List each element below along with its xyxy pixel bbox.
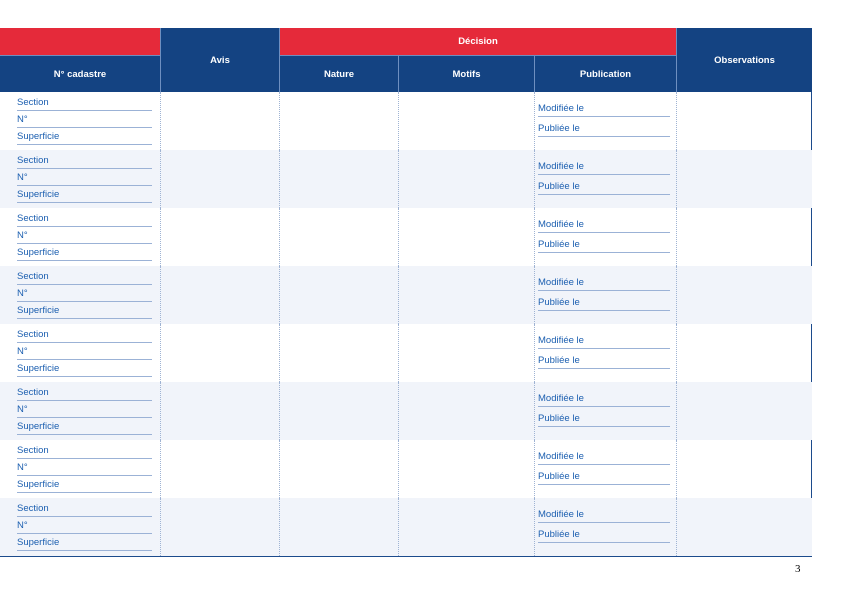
avis-cell[interactable] (160, 440, 279, 498)
section-field-label: Section (17, 213, 49, 224)
superficie-field-label: Superficie (17, 537, 60, 548)
published-date-field-label: Publiée le (538, 413, 580, 424)
superficie-field[interactable] (17, 131, 152, 145)
avis-cell[interactable] (160, 150, 279, 208)
section-field-label: Section (17, 387, 49, 398)
observations-cell[interactable] (676, 150, 812, 208)
modified-date-field-label: Modifiée le (538, 161, 584, 172)
decision-table (0, 28, 812, 557)
section-field-label: Section (17, 155, 49, 166)
publication-cell (534, 266, 676, 324)
publication-cell (534, 92, 676, 150)
number-field-label: N° (17, 404, 28, 415)
published-date-field[interactable] (538, 123, 670, 137)
superficie-field-label: Superficie (17, 479, 60, 490)
motifs-cell[interactable] (398, 266, 534, 324)
published-date-field[interactable] (538, 181, 670, 195)
published-date-field[interactable] (538, 297, 670, 311)
published-date-field[interactable] (538, 471, 670, 485)
publication-cell (534, 382, 676, 440)
header-red-band (0, 28, 160, 55)
modified-date-field-label: Modifiée le (538, 277, 584, 288)
number-field[interactable] (17, 288, 152, 302)
header-nature: Nature (279, 55, 398, 92)
modified-date-field-label: Modifiée le (538, 103, 584, 114)
published-date-field-label: Publiée le (538, 471, 580, 482)
section-field[interactable] (17, 387, 152, 401)
avis-cell[interactable] (160, 382, 279, 440)
nature-cell[interactable] (279, 498, 398, 556)
motifs-cell[interactable] (398, 324, 534, 382)
modified-date-field[interactable] (538, 103, 670, 117)
number-field-label: N° (17, 230, 28, 241)
modified-date-field[interactable] (538, 393, 670, 407)
section-field-label: Section (17, 271, 49, 282)
published-date-field-label: Publiée le (538, 529, 580, 540)
publication-cell (534, 324, 676, 382)
nature-cell[interactable] (279, 440, 398, 498)
section-field[interactable] (17, 503, 152, 517)
header-motifs: Motifs (398, 55, 534, 92)
header-avis: Avis (160, 28, 279, 92)
published-date-field-label: Publiée le (538, 355, 580, 366)
number-field-label: N° (17, 462, 28, 473)
number-field-label: N° (17, 114, 28, 125)
cadastre-cell (0, 92, 160, 150)
cadastre-cell (0, 382, 160, 440)
nature-cell[interactable] (279, 92, 398, 150)
number-field[interactable] (17, 462, 152, 476)
motifs-cell[interactable] (398, 92, 534, 150)
motifs-cell[interactable] (398, 440, 534, 498)
motifs-cell[interactable] (398, 498, 534, 556)
section-field-label: Section (17, 97, 49, 108)
modified-date-field[interactable] (538, 509, 670, 523)
header-observations: Observations (676, 28, 812, 92)
superficie-field-label: Superficie (17, 363, 60, 374)
section-field-label: Section (17, 445, 49, 456)
observations-cell[interactable] (676, 92, 812, 150)
header-cadastre: N° cadastre (0, 55, 160, 92)
superficie-field-label: Superficie (17, 247, 60, 258)
number-field[interactable] (17, 346, 152, 360)
modified-date-field[interactable] (538, 451, 670, 465)
avis-cell[interactable] (160, 498, 279, 556)
section-field[interactable] (17, 271, 152, 285)
published-date-field-label: Publiée le (538, 297, 580, 308)
avis-cell[interactable] (160, 324, 279, 382)
cadastre-cell (0, 266, 160, 324)
header-decision: Décision (279, 28, 676, 55)
number-field[interactable] (17, 172, 152, 186)
observations-cell[interactable] (676, 498, 812, 556)
cadastre-cell (0, 498, 160, 556)
published-date-field-label: Publiée le (538, 239, 580, 250)
header-publication: Publication (534, 55, 676, 92)
number-field-label: N° (17, 346, 28, 357)
superficie-field[interactable] (17, 421, 152, 435)
nature-cell[interactable] (279, 266, 398, 324)
published-date-field[interactable] (538, 239, 670, 253)
section-field[interactable] (17, 155, 152, 169)
superficie-field[interactable] (17, 305, 152, 319)
cadastre-cell (0, 440, 160, 498)
publication-cell (534, 150, 676, 208)
motifs-cell[interactable] (398, 150, 534, 208)
superficie-field[interactable] (17, 189, 152, 203)
superficie-field[interactable] (17, 247, 152, 261)
nature-cell[interactable] (279, 208, 398, 266)
motifs-cell[interactable] (398, 382, 534, 440)
observations-cell[interactable] (676, 324, 812, 382)
modified-date-field[interactable] (538, 219, 670, 233)
published-date-field-label: Publiée le (538, 123, 580, 134)
superficie-field-label: Superficie (17, 421, 60, 432)
superficie-field[interactable] (17, 363, 152, 377)
section-field[interactable] (17, 445, 152, 459)
avis-cell[interactable] (160, 266, 279, 324)
number-field[interactable] (17, 404, 152, 418)
number-field[interactable] (17, 230, 152, 244)
publication-cell (534, 498, 676, 556)
observations-cell[interactable] (676, 440, 812, 498)
cadastre-cell (0, 150, 160, 208)
published-date-field-label: Publiée le (538, 181, 580, 192)
modified-date-field-label: Modifiée le (538, 335, 584, 346)
superficie-field-label: Superficie (17, 131, 60, 142)
superficie-field-label: Superficie (17, 189, 60, 200)
avis-cell[interactable] (160, 208, 279, 266)
superficie-field-label: Superficie (17, 305, 60, 316)
cadastre-cell (0, 208, 160, 266)
superficie-field[interactable] (17, 479, 152, 493)
published-date-field[interactable] (538, 529, 670, 543)
cadastre-cell (0, 324, 160, 382)
section-field[interactable] (17, 97, 152, 111)
superficie-field[interactable] (17, 537, 152, 551)
number-field-label: N° (17, 172, 28, 183)
nature-cell[interactable] (279, 382, 398, 440)
nature-cell[interactable] (279, 150, 398, 208)
modified-date-field[interactable] (538, 161, 670, 175)
publication-cell (534, 208, 676, 266)
modified-date-field[interactable] (538, 335, 670, 349)
published-date-field[interactable] (538, 413, 670, 427)
number-field[interactable] (17, 520, 152, 534)
avis-cell[interactable] (160, 92, 279, 150)
modified-date-field-label: Modifiée le (538, 451, 584, 462)
publication-cell (534, 440, 676, 498)
observations-cell[interactable] (676, 266, 812, 324)
observations-cell[interactable] (676, 208, 812, 266)
number-field-label: N° (17, 520, 28, 531)
section-field-label: Section (17, 329, 49, 340)
number-field-label: N° (17, 288, 28, 299)
nature-cell[interactable] (279, 324, 398, 382)
section-field-label: Section (17, 503, 49, 514)
section-field[interactable] (17, 329, 152, 343)
modified-date-field-label: Modifiée le (538, 509, 584, 520)
modified-date-field[interactable] (538, 277, 670, 291)
modified-date-field-label: Modifiée le (538, 219, 584, 230)
published-date-field[interactable] (538, 355, 670, 369)
page-number: 3 (795, 563, 801, 575)
modified-date-field-label: Modifiée le (538, 393, 584, 404)
section-field[interactable] (17, 213, 152, 227)
observations-cell[interactable] (676, 382, 812, 440)
motifs-cell[interactable] (398, 208, 534, 266)
number-field[interactable] (17, 114, 152, 128)
